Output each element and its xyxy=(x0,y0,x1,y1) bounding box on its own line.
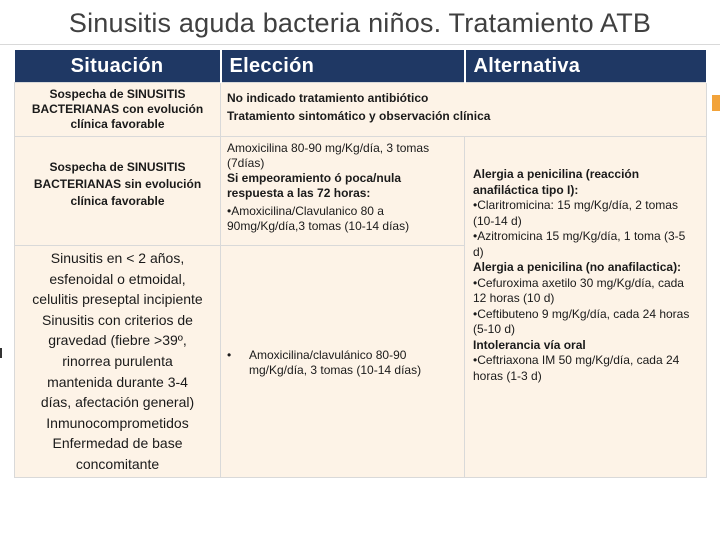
bullet-marker: • xyxy=(227,348,232,362)
alt-item: •Ceftriaxona IM 50 mg/Kg/día, cada 24 horas (1-3 d) xyxy=(473,353,680,383)
header-alternativa: Alternativa xyxy=(465,50,707,83)
treatment-table xyxy=(14,50,708,478)
row-favorable xyxy=(15,83,707,137)
row3-line: Inmunocomprometidos xyxy=(46,414,189,431)
row1-choice-line2: Tratamiento sintomático y observación clínica xyxy=(227,109,491,123)
row3-line: gravedad (fiebre >39º, xyxy=(48,332,187,349)
row3-line: Sinusitis en < 2 años, xyxy=(50,250,185,266)
alternativa-cell xyxy=(465,137,707,478)
header-row xyxy=(15,50,707,83)
row3-line: esfenoidal o etmoidal, xyxy=(49,270,186,287)
row3-line: Sinusitis con criterios de xyxy=(42,311,193,328)
header-eleccion: Elección xyxy=(221,50,465,83)
row3-choice: Amoxicilina/clavulánico 80-90 mg/Kg/día, 3 tomas (10-14 días) xyxy=(249,348,422,377)
row3-choice-cell xyxy=(221,246,465,478)
alt-item: Alergia a penicilina (no anafilactica): xyxy=(473,260,682,274)
alternativa-list xyxy=(465,137,706,390)
row3-situation xyxy=(15,246,220,477)
edge-mark xyxy=(0,348,2,358)
row3-line: mantenida durante 3-4 xyxy=(47,373,188,390)
row2-choice-alt: •Amoxicilina/Clavulanico 80 a 90mg/Kg/día,3 tomas (10-14 días) xyxy=(227,204,410,233)
row1-situation-cell xyxy=(15,83,221,137)
row3-line: días, afectación general) xyxy=(40,394,195,411)
page-title: Sinusitis aguda bacteria niños. Tratamiento ATB xyxy=(68,8,652,38)
row3-line: rinorrea purulenta xyxy=(62,352,173,369)
row3-line: concomitante xyxy=(75,455,160,472)
header-situacion: Situación xyxy=(15,50,221,83)
row1-situation: Sospecha de SINUSITIS BACTERIANAS con evolución clínica favorable xyxy=(31,87,204,131)
row3-situation-cell xyxy=(15,246,221,478)
row1-choice-line1: No indicado tratamiento antibiótico xyxy=(227,91,429,105)
alt-item: Intolerancia vía oral xyxy=(473,337,586,352)
alt-item: •Azitromicina 15 mg/Kg/día, 1 toma (3-5 d) xyxy=(473,229,686,259)
row3-line: celulitis preseptal incipiente xyxy=(32,291,203,308)
alt-item: •Cefuroxima axetilo 30 mg/Kg/día, cada 12 horas (10 d) xyxy=(473,275,684,305)
row2-choice-worse: Si empeoramiento ó poca/nula respuesta a las 72 horas: xyxy=(227,171,402,200)
row2-choice-cell xyxy=(221,137,465,246)
row2-choice-dose: Amoxicilina 80-90 mg/Kg/día, 3 tomas (7días) xyxy=(227,141,430,170)
row1-choice-cell xyxy=(221,83,707,137)
row-no-favorable xyxy=(15,137,707,246)
alt-item: •Claritromicina: 15 mg/Kg/día, 2 tomas (10-14 d) xyxy=(473,198,678,228)
row2-situation: Sospecha de SINUSITIS BACTERIANAS sin evolución clínica favorable xyxy=(33,160,202,208)
side-accent xyxy=(712,95,720,111)
row3-line: Enfermedad de base xyxy=(52,435,183,452)
row2-situation-cell xyxy=(15,137,221,246)
alt-item: Alergia a penicilina (reacción anafiláctica tipo I): xyxy=(473,167,640,197)
title-divider xyxy=(0,44,720,45)
alt-item: •Ceftibuteno 9 mg/Kg/día, cada 24 horas (5-10 d) xyxy=(473,306,690,336)
